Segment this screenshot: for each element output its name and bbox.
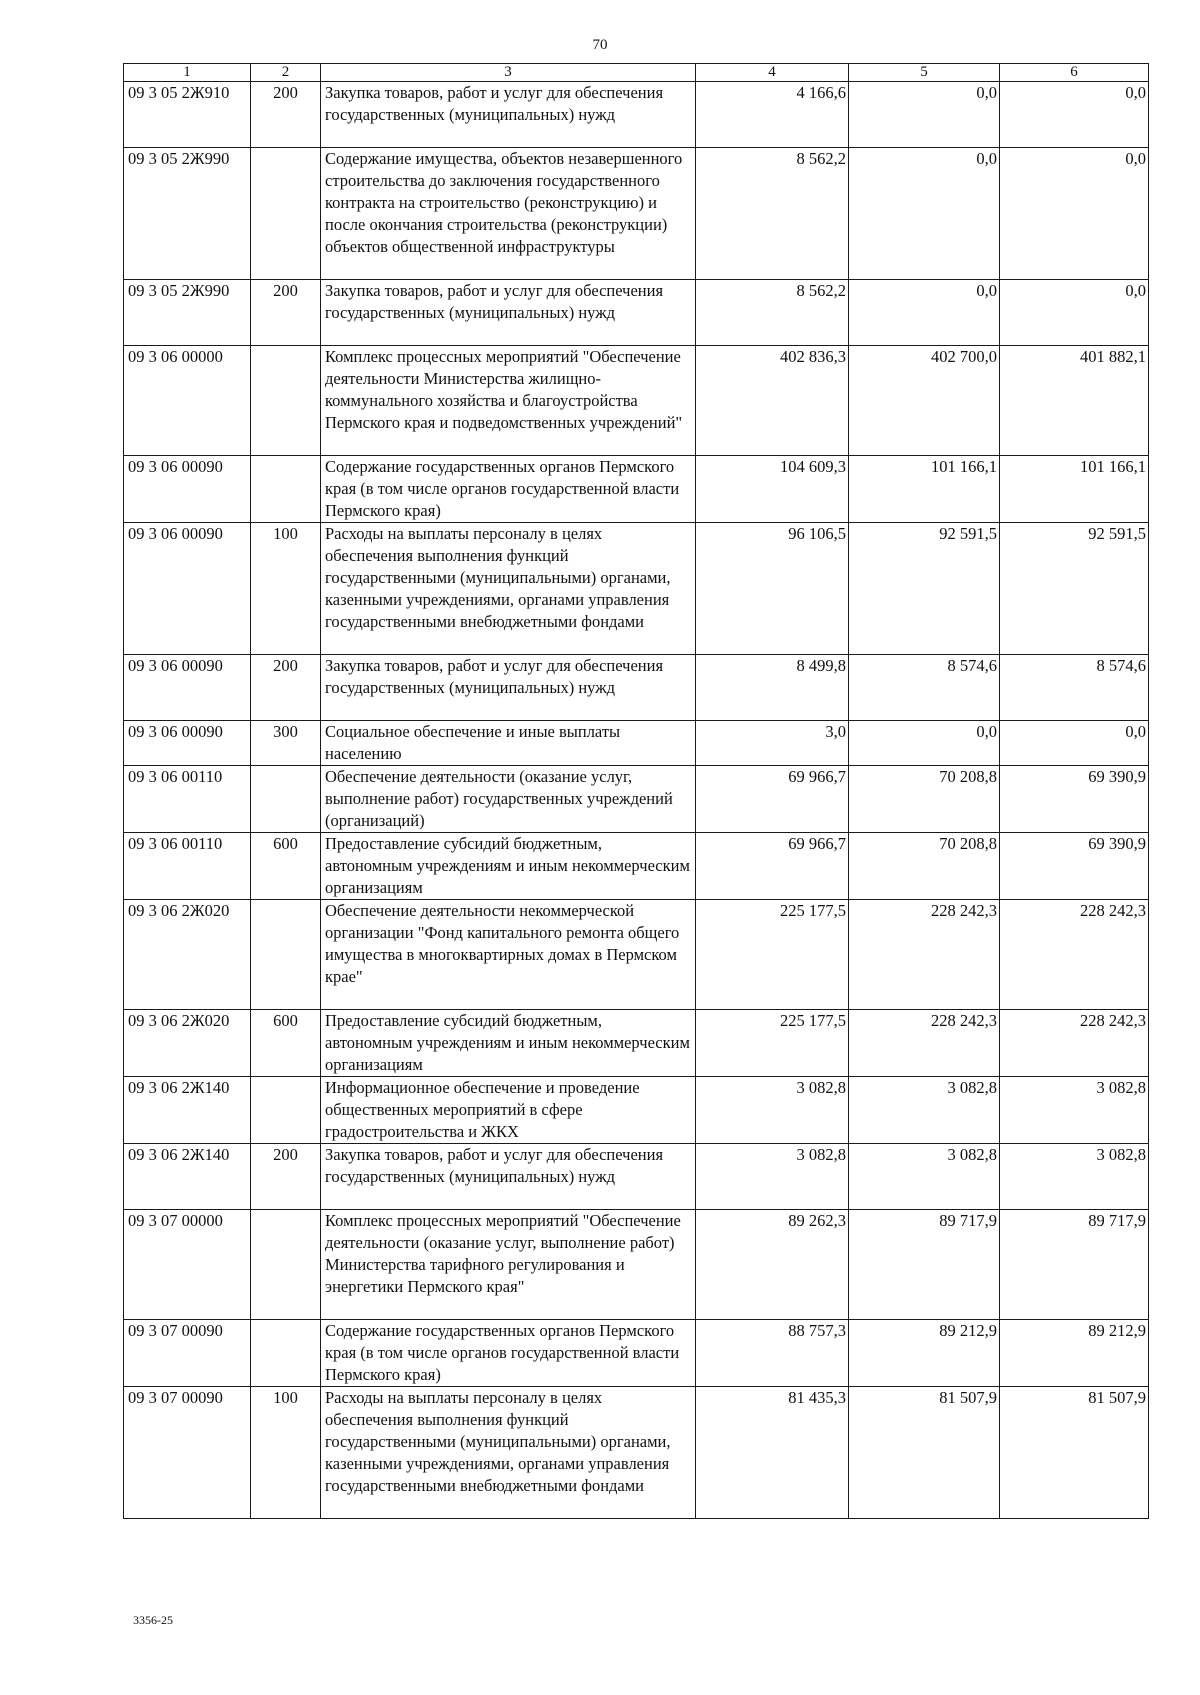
row-value-3: 0,0 <box>1000 721 1149 766</box>
row-expense-type <box>251 346 321 456</box>
row-value-3: 0,0 <box>1000 82 1149 148</box>
row-value-3: 8 574,6 <box>1000 655 1149 721</box>
table-row <box>124 456 1149 523</box>
row-expense-type <box>251 456 321 523</box>
row-code: 09 3 06 2Ж020 <box>124 1010 251 1077</box>
row-value-3: 0,0 <box>1000 280 1149 346</box>
row-value-3: 89 717,9 <box>1000 1210 1149 1320</box>
row-name: Закупка товаров, работ и услуг для обеспечения государственных (муниципальных) нужд <box>321 1144 696 1210</box>
row-expense-type: 200 <box>251 280 321 346</box>
row-name: Обеспечение деятельности (оказание услуг, выполнение работ) государственных учреждений (организаций) <box>321 766 696 833</box>
row-expense-type <box>251 900 321 1010</box>
column-header-2: 2 <box>251 64 321 82</box>
row-value-3: 3 082,8 <box>1000 1144 1149 1210</box>
row-value-2: 0,0 <box>849 280 1000 346</box>
budget-table <box>123 63 1149 1519</box>
row-code: 09 3 05 2Ж990 <box>124 280 251 346</box>
row-value-1: 4 166,6 <box>696 82 849 148</box>
row-value-3: 101 166,1 <box>1000 456 1149 523</box>
row-value-2: 101 166,1 <box>849 456 1000 523</box>
row-name: Комплекс процессных мероприятий "Обеспечение деятельности (оказание услуг, выполнение работ) Министерства тарифного регулирования и энергетики Пермского края" <box>321 1210 696 1320</box>
row-expense-type: 600 <box>251 1010 321 1077</box>
row-name: Расходы на выплаты персоналу в целях обеспечения выполнения функций государственными (муниципальными) органами, казенными учреждениями, органами управления государственными внебюджетными фондами <box>321 1387 696 1519</box>
row-code: 09 3 06 00090 <box>124 655 251 721</box>
row-code: 09 3 06 00090 <box>124 721 251 766</box>
row-value-1: 402 836,3 <box>696 346 849 456</box>
table-row <box>124 1320 1149 1387</box>
row-value-1: 8 562,2 <box>696 280 849 346</box>
table-row <box>124 1144 1149 1210</box>
row-expense-type <box>251 1320 321 1387</box>
row-value-2: 70 208,8 <box>849 833 1000 900</box>
row-name: Социальное обеспечение и иные выплаты населению <box>321 721 696 766</box>
row-value-1: 8 562,2 <box>696 148 849 280</box>
row-value-2: 402 700,0 <box>849 346 1000 456</box>
table-body <box>124 82 1149 1519</box>
page-number: 70 <box>592 37 608 53</box>
row-value-1: 3,0 <box>696 721 849 766</box>
row-name: Закупка товаров, работ и услуг для обеспечения государственных (муниципальных) нужд <box>321 280 696 346</box>
row-value-2: 228 242,3 <box>849 900 1000 1010</box>
row-code: 09 3 06 2Ж140 <box>124 1077 251 1144</box>
row-value-2: 89 717,9 <box>849 1210 1000 1320</box>
row-value-1: 89 262,3 <box>696 1210 849 1320</box>
row-value-2: 8 574,6 <box>849 655 1000 721</box>
row-value-1: 225 177,5 <box>696 1010 849 1077</box>
row-value-3: 228 242,3 <box>1000 1010 1149 1077</box>
row-expense-type <box>251 1210 321 1320</box>
row-expense-type <box>251 148 321 280</box>
row-expense-type: 200 <box>251 82 321 148</box>
row-expense-type <box>251 766 321 833</box>
row-value-1: 88 757,3 <box>696 1320 849 1387</box>
row-value-3: 69 390,9 <box>1000 766 1149 833</box>
row-value-1: 104 609,3 <box>696 456 849 523</box>
row-value-2: 81 507,9 <box>849 1387 1000 1519</box>
row-value-2: 228 242,3 <box>849 1010 1000 1077</box>
row-value-2: 0,0 <box>849 82 1000 148</box>
column-header-6: 6 <box>1000 64 1149 82</box>
row-value-3: 0,0 <box>1000 148 1149 280</box>
row-value-2: 92 591,5 <box>849 523 1000 655</box>
row-code: 09 3 07 00000 <box>124 1210 251 1320</box>
table-row <box>124 523 1149 655</box>
table-row <box>124 655 1149 721</box>
table-row <box>124 148 1149 280</box>
row-expense-type: 600 <box>251 833 321 900</box>
table-row <box>124 900 1149 1010</box>
row-value-3: 81 507,9 <box>1000 1387 1149 1519</box>
column-header-4: 4 <box>696 64 849 82</box>
row-expense-type: 200 <box>251 655 321 721</box>
row-name: Содержание имущества, объектов незавершенного строительства до заключения государственного контракта на строительство (реконструкцию) и после окончания строительства (реконструкции) объектов общественной инфраструктуры <box>321 148 696 280</box>
row-value-1: 8 499,8 <box>696 655 849 721</box>
column-header-5: 5 <box>849 64 1000 82</box>
row-value-3: 401 882,1 <box>1000 346 1149 456</box>
header-row <box>124 64 1149 82</box>
row-value-3: 3 082,8 <box>1000 1077 1149 1144</box>
table-row <box>124 82 1149 148</box>
table-row <box>124 280 1149 346</box>
row-expense-type: 100 <box>251 1387 321 1519</box>
row-name: Содержание государственных органов Пермского края (в том числе органов государственной власти Пермского края) <box>321 1320 696 1387</box>
row-code: 09 3 06 00110 <box>124 833 251 900</box>
row-code: 09 3 06 00000 <box>124 346 251 456</box>
row-code: 09 3 06 00090 <box>124 523 251 655</box>
row-code: 09 3 07 00090 <box>124 1320 251 1387</box>
row-code: 09 3 06 2Ж140 <box>124 1144 251 1210</box>
row-code: 09 3 06 2Ж020 <box>124 900 251 1010</box>
table-row <box>124 833 1149 900</box>
row-code: 09 3 05 2Ж910 <box>124 82 251 148</box>
row-name: Комплекс процессных мероприятий "Обеспечение деятельности Министерства жилищно-коммунального хозяйства и благоустройства Пермского края и подведомственных учреждений" <box>321 346 696 456</box>
row-code: 09 3 06 00110 <box>124 766 251 833</box>
row-name: Закупка товаров, работ и услуг для обеспечения государственных (муниципальных) нужд <box>321 82 696 148</box>
row-value-2: 0,0 <box>849 148 1000 280</box>
row-value-1: 81 435,3 <box>696 1387 849 1519</box>
row-value-2: 3 082,8 <box>849 1144 1000 1210</box>
row-value-3: 89 212,9 <box>1000 1320 1149 1387</box>
column-header-3: 3 <box>321 64 696 82</box>
table-row <box>124 1010 1149 1077</box>
row-name: Расходы на выплаты персоналу в целях обеспечения выполнения функций государственными (муниципальными) органами, казенными учреждениями, органами управления государственными внебюджетными фондами <box>321 523 696 655</box>
row-name: Содержание государственных органов Пермского края (в том числе органов государственной власти Пермского края) <box>321 456 696 523</box>
row-name: Обеспечение деятельности некоммерческой организации "Фонд капитального ремонта общего имущества в многоквартирных домах в Пермском крае" <box>321 900 696 1010</box>
column-header-1: 1 <box>124 64 251 82</box>
row-value-1: 69 966,7 <box>696 766 849 833</box>
row-expense-type: 200 <box>251 1144 321 1210</box>
row-code: 09 3 05 2Ж990 <box>124 148 251 280</box>
row-value-3: 69 390,9 <box>1000 833 1149 900</box>
row-value-2: 3 082,8 <box>849 1077 1000 1144</box>
table-row <box>124 1210 1149 1320</box>
table-row <box>124 1387 1149 1519</box>
row-value-3: 92 591,5 <box>1000 523 1149 655</box>
row-value-2: 0,0 <box>849 721 1000 766</box>
row-value-1: 3 082,8 <box>696 1077 849 1144</box>
row-value-3: 228 242,3 <box>1000 900 1149 1010</box>
row-value-1: 3 082,8 <box>696 1144 849 1210</box>
row-value-1: 96 106,5 <box>696 523 849 655</box>
table-row <box>124 1077 1149 1144</box>
row-value-2: 89 212,9 <box>849 1320 1000 1387</box>
row-name: Предоставление субсидий бюджетным, автономным учреждениям и иным некоммерческим организациям <box>321 833 696 900</box>
row-expense-type <box>251 1077 321 1144</box>
row-value-2: 70 208,8 <box>849 766 1000 833</box>
row-code: 09 3 07 00090 <box>124 1387 251 1519</box>
row-name: Закупка товаров, работ и услуг для обеспечения государственных (муниципальных) нужд <box>321 655 696 721</box>
row-name: Предоставление субсидий бюджетным, автономным учреждениям и иным некоммерческим организациям <box>321 1010 696 1077</box>
row-expense-type: 100 <box>251 523 321 655</box>
row-name: Информационное обеспечение и проведение общественных мероприятий в сфере градостроительства и ЖКХ <box>321 1077 696 1144</box>
footer-code: 3356-25 <box>133 1613 173 1627</box>
row-expense-type: 300 <box>251 721 321 766</box>
table-row <box>124 346 1149 456</box>
row-value-1: 225 177,5 <box>696 900 849 1010</box>
row-code: 09 3 06 00090 <box>124 456 251 523</box>
table-row <box>124 766 1149 833</box>
row-value-1: 69 966,7 <box>696 833 849 900</box>
table-row <box>124 721 1149 766</box>
